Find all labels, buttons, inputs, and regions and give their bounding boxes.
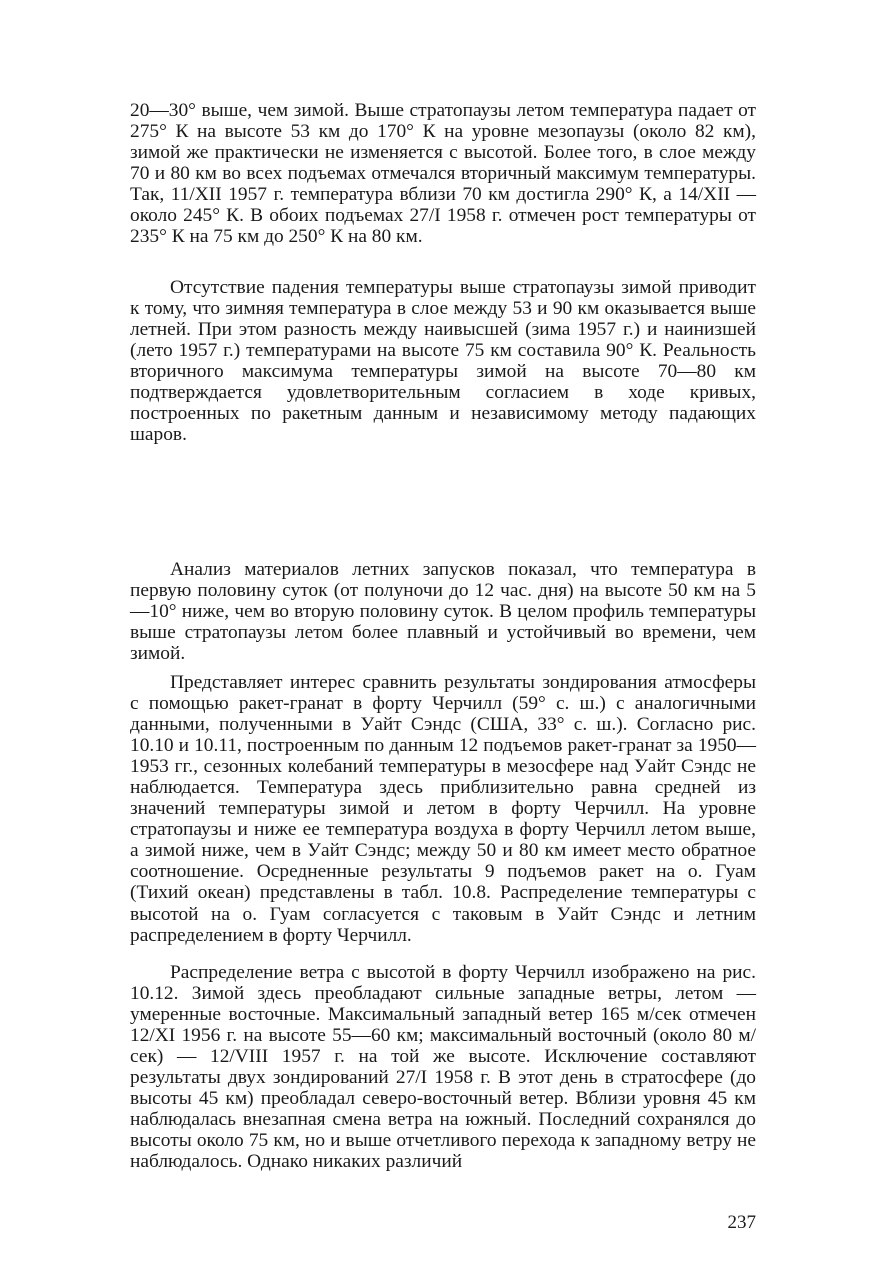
paragraph-3: Анализ материалов летних запусков показал, что температура в первую половину суток (от полуночи до 12 час. дня) на высоте 50 км на 5—10° ниже, чем во вторую половину суток. В целом профиль температуры выше стратопаузы летом более плавный и устойчивый во времени, чем зимой. — [130, 559, 756, 665]
paragraph-1: 20—30° выше, чем зимой. Выше стратопаузы летом температура падает от 275° К на высоте 53 км до 170° К на уровне мезопаузы (около 82 км), зимой же практически не изменяется с высотой. Более того, в слое между 70 и 80 км во всех подъемах отмечался вторичный максимум температуры. Так, 11/XII 1957 г. температура вблизи 70 км достигла 290° К, а 14/XII — около 245° К. В обоих подъемах 27/I 1958 г. отмечен рост температуры от 235° К на 75 км до 250° К на 80 км. — [130, 100, 756, 248]
paragraph-2: Отсутствие падения температуры выше стратопаузы зимой приводит к тому, что зимняя температура в слое между 53 и 90 км оказывается выше летней. При этом разность между наивысшей (зима 1957 г.) и наинизшей (лето 1957 г.) температурами на высоте 75 км составила 90° К. Реальность вторичного максимума температуры зимой на высоте 70—80 км подтверждается удовлетворительным согласием в ходе кривых, построенных по ракетным данным и независимому методу падающих шаров. — [130, 277, 756, 446]
paragraph-4: Представляет интерес сравнить результаты зондирования атмосферы с помощью ракет-гранат в форту Черчилл (59° с. ш.) с аналогичными данными, полученными в Уайт Сэндс (США, 33° с. ш.). Согласно рис. 10.10 и 10.11, построенным по данным 12 подъемов ракет-гранат за 1950—1953 гг., сезонных колебаний температуры в мезосфере над Уайт Сэндс не наблюдается. Температура здесь приблизительно равна средней из значений температуры зимой и летом в форту Черчилл. На уровне стратопаузы и ниже ее температура воздуха в форту Черчилл летом выше, а зимой ниже, чем в Уайт Сэндс; между 50 и 80 км имеет место обратное соотношение. Осредненные результаты 9 подъемов ракет на о. Гуам (Тихий океан) представлены в табл. 10.8. Распределение температуры с высотой на о. Гуам согласуется с таковым в Уайт Сэндс и летним распределением в форту Черчилл. — [130, 672, 756, 946]
page-number: 237 — [727, 1212, 756, 1233]
page-body — [130, 100, 756, 1250]
paragraph-5: Распределение ветра с высотой в форту Черчилл изображено на рис. 10.12. Зимой здесь преобладают сильные западные ветры, летом — умеренные восточные. Максимальный западный ветер 165 м/сек отмечен 12/XI 1956 г. на высоте 55—60 км; максимальный восточный (около 80 м/сек) — 12/VIII 1957 г. на той же высоте. Исключение составляют результаты двух зондирований 27/I 1958 г. В этот день в стратосфере (до высоты 45 км) преобладал северо-восточный ветер. Вблизи уровня 45 км наблюдалась внезапная смена ветра на южный. Последний сохранялся до высоты около 75 км, но и выше отчетливого перехода к западному ветру не наблюдалось. Однако никаких различий — [130, 962, 756, 1173]
